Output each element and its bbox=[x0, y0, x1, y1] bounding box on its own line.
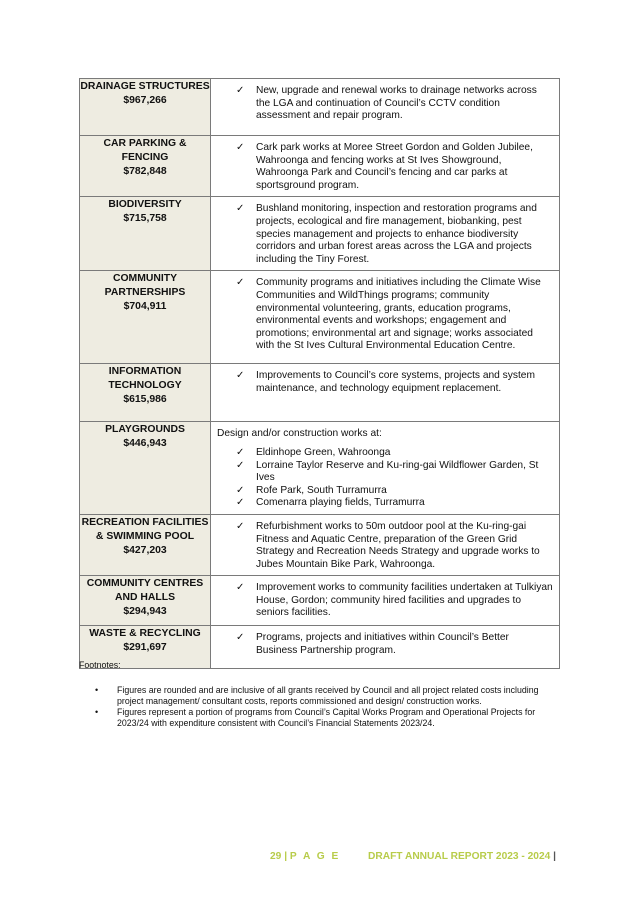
checkmark-icon: ✓ bbox=[236, 446, 245, 458]
footnotes bbox=[79, 660, 564, 729]
list-item-text: Lorraine Taylor Reserve and Ku-ring-gai Wildflower Garden, St Ives bbox=[256, 459, 539, 484]
category-amount: $615,986 bbox=[123, 394, 167, 406]
table-row bbox=[80, 422, 560, 515]
checkmark-icon: ✓ bbox=[236, 142, 245, 153]
category-amount: $446,943 bbox=[123, 438, 167, 450]
list-item bbox=[217, 203, 553, 266]
category-name: INFORMATION TECHNOLOGY bbox=[108, 366, 182, 392]
list-item bbox=[217, 497, 553, 510]
category-amount: $715,758 bbox=[123, 213, 167, 225]
list-item bbox=[217, 142, 553, 192]
list-item bbox=[217, 521, 553, 571]
description-list bbox=[217, 582, 553, 620]
category-cell bbox=[80, 514, 211, 575]
footnote-text: Figures represent a portion of programs from Council’s Capital Works Program and Operational Projects for 2023/24 with expenditure consistent with Council’s Financial Statements 2023/24. bbox=[117, 707, 536, 728]
list-item-text: Refurbishment works to 50m outdoor pool at the Ku-ring-gai Fitness and Aquatic Centre, preparation of the Green Grid Strategy and Recreation Needs Strategy and upgrade works to Jubes Mountain Bike Park, Wahroonga. bbox=[256, 520, 540, 570]
list-item bbox=[217, 370, 553, 395]
list-item bbox=[217, 485, 553, 498]
checkmark-icon: ✓ bbox=[236, 459, 245, 471]
category-name: RECREATION FACILITIES & SWIMMING POOL bbox=[81, 516, 209, 542]
list-item bbox=[217, 582, 553, 620]
footnote-text: Figures are rounded and are inclusive of all grants received by Council and all project related costs including project management/ consultant costs, reports commissioned and design/ construction works. bbox=[117, 685, 539, 706]
checkmark-icon: ✓ bbox=[236, 85, 245, 96]
bullet-icon: • bbox=[95, 707, 99, 717]
checkmark-icon: ✓ bbox=[236, 520, 245, 532]
category-cell bbox=[80, 364, 211, 422]
category-name: BIODIVERSITY bbox=[108, 199, 182, 211]
category-cell bbox=[80, 197, 211, 271]
checkmark-icon: ✓ bbox=[236, 632, 245, 644]
page-number: 29 bbox=[270, 851, 282, 862]
footnote-item bbox=[79, 707, 564, 729]
table-row bbox=[80, 197, 560, 271]
list-item-text: Rofe Park, South Turramurra bbox=[256, 484, 387, 496]
checkmark-icon: ✓ bbox=[236, 370, 245, 382]
category-amount: $294,943 bbox=[123, 606, 167, 618]
category-name: DRAINAGE STRUCTURES bbox=[80, 81, 210, 92]
category-name: COMMUNITY CENTRES AND HALLS bbox=[86, 578, 204, 604]
list-item bbox=[217, 460, 553, 485]
description-list bbox=[217, 370, 553, 395]
list-item bbox=[217, 277, 553, 353]
category-amount: $967,266 bbox=[123, 95, 167, 106]
category-name: CAR PARKING & FENCING bbox=[103, 138, 187, 163]
category-amount: $291,697 bbox=[123, 642, 167, 654]
description-cell bbox=[211, 79, 560, 136]
table-row bbox=[80, 576, 560, 626]
footer-separator: | bbox=[284, 851, 288, 862]
category-cell bbox=[80, 422, 211, 515]
checkmark-icon: ✓ bbox=[236, 484, 245, 496]
list-item bbox=[217, 447, 553, 460]
list-item-text: Cark park works at Moree Street Gordon and Golden Jubilee, Wahroonga and fencing works at St Ives Showground, Wahroonga Park and Council’s fencing and car parks at sportsground program. bbox=[256, 142, 533, 191]
page-footer bbox=[270, 851, 556, 862]
checkmark-icon: ✓ bbox=[236, 203, 245, 215]
description-list bbox=[217, 632, 553, 657]
list-item-text: Comenarra playing fields, Turramurra bbox=[256, 497, 425, 509]
category-amount: $782,848 bbox=[123, 166, 167, 177]
table-row bbox=[80, 136, 560, 197]
table-row bbox=[80, 79, 560, 136]
category-name: PLAYGROUNDS bbox=[105, 424, 185, 436]
list-item-text: Improvements to Council’s core systems, projects and system maintenance, and technology equipment replacement. bbox=[256, 370, 535, 394]
bullet-icon: • bbox=[95, 685, 99, 695]
list-item-text: New, upgrade and renewal works to drainage networks across the LGA and continuation of Council’s CCTV condition assessment and repair program. bbox=[256, 85, 537, 122]
category-name: WASTE & RECYCLING bbox=[89, 628, 201, 640]
description-cell bbox=[211, 422, 560, 515]
description-list bbox=[217, 142, 553, 192]
description-list bbox=[217, 203, 553, 266]
description-list bbox=[217, 521, 553, 571]
description-cell bbox=[211, 136, 560, 197]
checkmark-icon: ✓ bbox=[236, 277, 245, 289]
list-item bbox=[217, 85, 553, 123]
table-row bbox=[80, 271, 560, 364]
category-cell bbox=[80, 79, 211, 136]
description-cell bbox=[211, 514, 560, 575]
category-name: COMMUNITY PARTNERSHIPS bbox=[104, 273, 186, 299]
list-item-text: Bushland monitoring, inspection and restoration programs and projects, ecological and fire management, biobanking, pest species management and projects to enhance biodiversity corridors and urban forest areas across the LGA and projects including the Tiny Forest. bbox=[256, 203, 537, 265]
footnotes-heading: Footnotes: bbox=[79, 660, 121, 670]
table-row bbox=[80, 364, 560, 422]
description-intro: Design and/or construction works at: bbox=[217, 428, 382, 440]
table-body bbox=[80, 79, 560, 669]
category-amount: $427,203 bbox=[123, 544, 167, 556]
category-cell bbox=[80, 576, 211, 626]
description-list bbox=[217, 277, 553, 353]
footnote-item bbox=[79, 685, 564, 707]
capital-works-table bbox=[79, 78, 560, 669]
footer-end-bar: | bbox=[553, 851, 556, 862]
list-item bbox=[217, 632, 553, 657]
description-cell bbox=[211, 197, 560, 271]
list-item-text: Community programs and initiatives including the Climate Wise Communities and WildThings programs; community environmental volunteering, grants, education programs, environmental events and workshops; engagement and promotions; environmental art and signage; works associated with the St Ives Cultural Environmental Education Centre. bbox=[256, 277, 541, 352]
category-amount: $704,911 bbox=[123, 301, 167, 313]
category-cell bbox=[80, 136, 211, 197]
page-label: P A G E bbox=[289, 851, 341, 862]
description-cell bbox=[211, 364, 560, 422]
description-list bbox=[217, 85, 553, 123]
list-item-text: Eldinhope Green, Wahroonga bbox=[256, 446, 391, 458]
description-cell bbox=[211, 271, 560, 364]
list-item-text: Programs, projects and initiatives within Council’s Better Business Partnership program. bbox=[256, 632, 509, 656]
list-item-text: Improvement works to community facilities undertaken at Tulkiyan House, Gordon; community hired facilities and upgrades to seniors facilities. bbox=[256, 582, 553, 619]
description-cell bbox=[211, 576, 560, 626]
report-title: DRAFT ANNUAL REPORT 2023 - 2024 bbox=[368, 851, 551, 862]
category-cell bbox=[80, 271, 211, 364]
footnotes-list bbox=[79, 685, 564, 729]
checkmark-icon: ✓ bbox=[236, 497, 245, 509]
table-row bbox=[80, 514, 560, 575]
description-list bbox=[217, 447, 553, 510]
checkmark-icon: ✓ bbox=[236, 582, 245, 594]
